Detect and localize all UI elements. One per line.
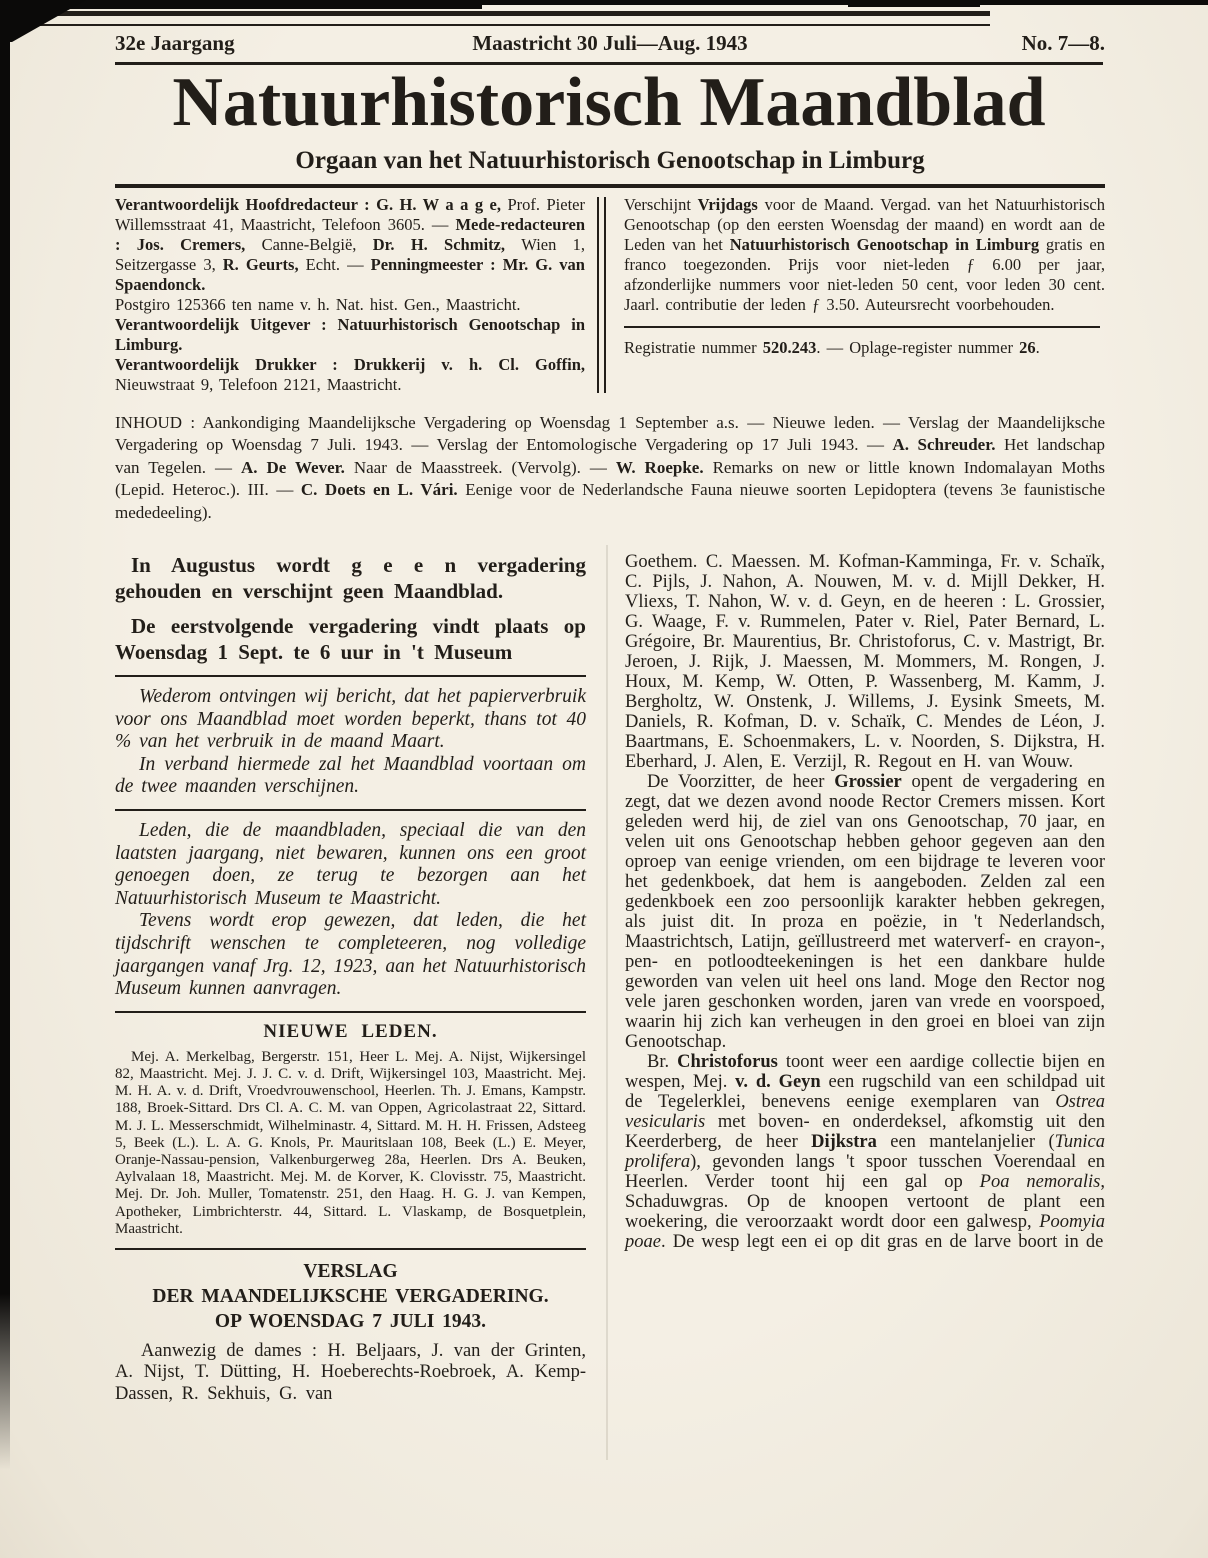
masthead-subscription-info xyxy=(624,195,1105,395)
meeting-report-heading xyxy=(115,1259,586,1334)
meeting-report-heading-line3: OP WOENSDAG 7 JULI 1943. xyxy=(214,1310,487,1332)
attendees-continued-paragraph: Goethem. C. Maessen. M. Kofman-Kamminga, Fr. v. Schaïk, C. Pijls, J. Nahon, A. Nouwen, M. v. d. Mijll Dekker, H. Vliexs, T. Nahon, W. v. d. Geyn, en de heeren : L. Grossier, G. Waage, F. v. Rummelen, Pater v. Riel, Pater Bernard, L. Grégoire, Br. Maurentius, Br. Christoforus, C. v. Mastrigt, Br. Jeroen, J. Rijk, J. Maessen, M. Mommers, M. Rongen, J. Houx, M. Kemp, W. Otten, P. Wassenberg, M. Kamm, J. Bergholtz, W. Onstenk, J. Willems, J. Eysink Smeets, M. Daniels, R. Kofman, D. v. Schaïk, C. Mendes de Léon, J. Baartmans, E. Schoenmakers, L. v. Noorden, S. Dijkstra, H. Eberhard, J. Alen, E. Verzijl, R. Regout en H. van Wouw. xyxy=(625,552,1105,772)
publisher-paragraph: Verantwoordelijk Uitgever : Natuurhistorisch Genootschap in Limburg. xyxy=(115,315,585,354)
journal-subtitle: Orgaan van het Natuurhistorisch Genootschap in Limburg xyxy=(295,147,925,174)
bimonthly-notice: In verband hiermede zal het Maandblad voortaan om de twee maanden verschijnen. xyxy=(115,753,586,798)
volume-label: 32e Jaargang xyxy=(115,31,235,55)
announcement-next-meeting: De eerstvolgende vergadering vindt plaats op Woensdag 1 Sept. te 6 uur in 't Museum xyxy=(115,614,586,664)
chairman-paragraph: De Voorzitter, de heer Grossier opent de vergadering en zegt, dat we dezen avond noode Rector Cremers missen. Kort geleden werd hij, de ziel van ons Genootschap, 70 jaar, en velen uit ons Genootschap hebben gehoor gegeven aan den oproep van eenige vrienden, om een bijdrage te leveren voor het gedenkboek, dat hem is aangeboden. Zelden zal een gedenkboek een zoo persoonlijk karakter hebben gekregen, als juist dit. In proza en poëzie, in 't Nederlandsch, Maastrichtsch, Latijn, geïllustreerd met waterverf- en crayon-, pen- en potloodteekeningen is het een dankbare hulde geworden van velen uit heel ons land. Moge den Rector nog vele jaren geschonken worden, jaren van vrede en voorspoed, waarin hij zich kan verheugen in den groei en bloei van zijn Genootschap. xyxy=(625,772,1105,1052)
complete-volumes-notice: Tevens wordt erop gewezen, dat leden, die het tijdschrift wenschen te completeeren, nog volledige jaargangen vanaf Jrg. 12, 1923, aan het Natuurhistorisch Museum kunnen aanvragen. xyxy=(115,910,586,1000)
body-column-right xyxy=(625,552,1105,1252)
attendees-paragraph: Aanwezig de dames : H. Beljaars, J. van der Grinten, A. Nijst, T. Dütting, H. Hoeberechts-Roebroek, A. Kemp-Dassen, R. Sekhuis, G. van xyxy=(115,1340,586,1404)
issue-number-label: No. 7—8. xyxy=(1021,31,1105,55)
scan-edge-top-mid xyxy=(848,0,980,7)
masthead-editorial-info xyxy=(115,195,585,395)
issue-date-label: Maastricht 30 Juli—Aug. 1943 xyxy=(472,31,748,55)
meeting-report-heading-line2: DER MAANDELIJKSCHE VERGADERING. xyxy=(152,1285,549,1307)
table-of-contents: INHOUD : Aankondiging Maandelijksche Vergadering op Woensdag 1 September a.s. — Nieuwe leden. — Verslag der Maandelijksche Vergadering op Woensdag 7 Juli. 1943. — Verslag der Entomologische Vergadering op 17 Juli 1943. — A. Schreuder. Het landschap van Tegelen. — A. De Wever. Naar de Maasstreek. (Vervolg). — W. Roepke. Remarks on new or little known Indomalayan Moths (Lepid. Heteroc.). III. — C. Doets en L. Vári. Eenige voor de Nederlandsche Fauna nieuwe soorten Lepidoptera (tevens 3e faunistische mededeeling). xyxy=(115,413,1105,522)
new-members-heading: NIEUWE LEDEN. xyxy=(263,1020,438,1042)
registration-line: Registratie nummer 520.243. — Oplage-register nummer 26. xyxy=(624,338,1040,357)
announcement-no-meeting: In Augustus wordt g e e n vergadering gehouden en verschijnt geen Maandblad. xyxy=(115,553,586,603)
scan-edge-left xyxy=(0,0,10,1470)
meeting-report-heading-line1: VERSLAG xyxy=(303,1260,398,1282)
new-members-list: Mej. A. Merkelbag, Bergerstr. 151, Heer L. Mej. A. Nijst, Wijkersingel 82, Maastricht. Mej. J. J. C. v. d. Drift, Wijkersingel 103, Maastricht. Mej. M. H. A. v. d. Drift, Vroedvrouwenschool, Heerlen. Th. J. Emans, Kampstr. 188, Broek-Sittard. Drs Cl. A. C. M. van Oppen, Agricolastraat 22, Sittard. M. J. L. Messerschmidt, Wilhelminastr. 4, Sittard. M. H. H. Frissen, Adsteeg 5, Beek (L.). L. A. G. Knols, Pr. Mauritslaan 108, Beek (L.) E. Meyer, Oranje-Nassau-pension, Valkenburgerweg 28a, Heerlen. Drs A. Beuken, Aylvalaan 18, Maastricht. Mej. M. de Korver, K. Clovisstr. 75, Maastricht. Mej. Dr. Joh. Muller, Tomatenstr. 251, den Haag. H. G. J. van Kempen, Apotheker, Limbrichterstr. 44, Sittard. L. Vlaskamp, de Bosquetplein, Maastricht. xyxy=(115,1048,586,1237)
paper-restriction-notice: Wederom ontvingen wij bericht, dat het papierverbruik voor ons Maandblad moet worden beperkt, thans tot 40 % van het verbruik in de maand Maart. xyxy=(115,686,586,753)
editors-paragraph: Verantwoordelijk Hoofdredacteur : G. H. W a a g e, Prof. Pieter Willemsstraat 41, Maastricht, Telefoon 3605. — Mede-redacteuren : Jos. Cremers, Canne-België, Dr. H. Schmitz, Wien 1, Seitzergasse 3, R. Geurts, Echt. — Penningmeester : Mr. G. van Spaendonck. xyxy=(115,195,586,294)
section-rule xyxy=(115,675,586,677)
specimens-paragraph: Br. Christoforus toont weer een aardige collectie bijen en wespen, Mej. v. d. Geyn een rugschild van een schildpad uit de Tegelerklei, benevens eenige exemplaren van Ostrea vesicularis met boven- en onderdeksel, afkomstig uit den Keerderberg, de heer Dijkstra een mantelanjelier (Tunica prolifera), gevonden langs 't spoor tusschen Voerendaal en Heerlen. Verder toont hij een gal op Poa nemoralis, Schaduwgras. Op de knoopen vertoont de plant een woekering, die veroorzaakt wordt door een galwesp, Poomyia poae. De wesp legt een ei op dit gras en de larve boort in de xyxy=(625,1052,1106,1252)
printer-paragraph: Verantwoordelijk Drukker : Drukkerij v. h. Cl. Goffin, Nieuwstraat 9, Telefoon 2121, Maastricht. xyxy=(115,355,585,394)
journal-title: Natuurhistorisch Maandblad xyxy=(172,64,1046,141)
section-rule xyxy=(115,1248,586,1250)
section-rule xyxy=(115,809,586,811)
subtitle-rule xyxy=(115,184,1105,188)
return-issues-notice: Leden, die de maandbladen, speciaal die van den laatsten jaargang, niet bewaren, kunnen ons een groot genoegen doen, ze terug te bezorgen aan het Natuurhistorisch Museum te Maastricht. xyxy=(115,819,586,909)
postgiro-line: Postgiro 125366 ten name v. h. Nat. hist. Gen., Maastricht. xyxy=(115,295,521,314)
issue-header xyxy=(115,31,1105,56)
masthead-inner-rule xyxy=(624,326,1100,328)
publication-info-paragraph: Verschijnt Vrijdags voor de Maand. Vergad. van het Natuurhistorisch Genootschap (op den eersten Woensdag der maand) en wordt aan de Leden van het Natuurhistorisch Genootschap in Limburg gratis en franco toegezonden. Prijs voor niet-leden ƒ 6.00 per jaar, afzonderlijke nummers voor niet-leden 50 cent, voor leden 30 cent. Jaarl. contributie der leden ƒ 3.50. Auteursrecht voorbehouden. xyxy=(624,195,1105,314)
section-rule xyxy=(115,1011,586,1013)
masthead xyxy=(115,195,1105,395)
masthead-divider xyxy=(597,197,606,393)
column-gutter-crease xyxy=(606,545,608,1460)
body-column-left xyxy=(115,552,586,1405)
contents-bottom-rule xyxy=(0,13,990,26)
